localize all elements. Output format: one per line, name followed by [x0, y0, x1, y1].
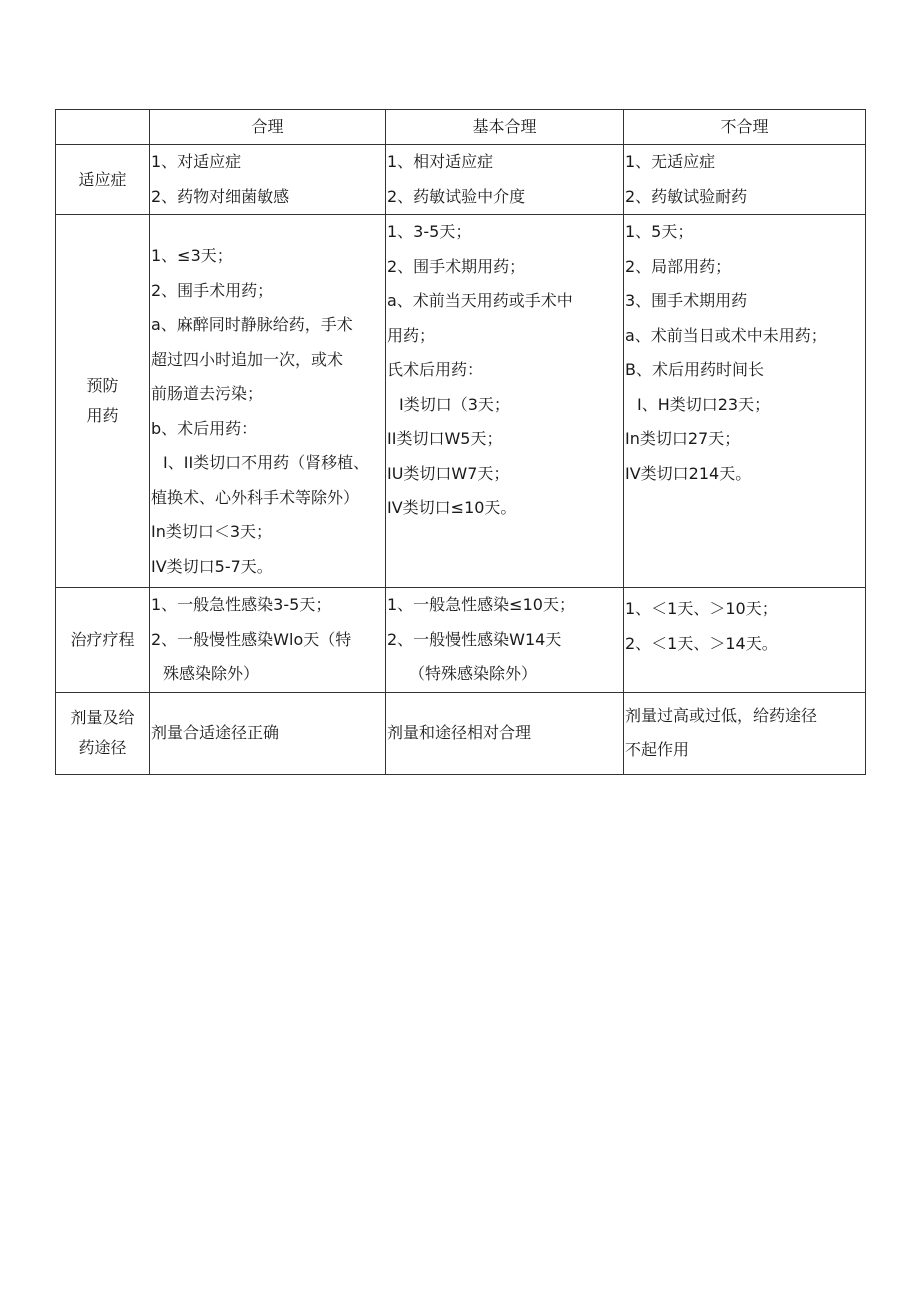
indication-reasonable-line-1: 1、对适应症 [151, 152, 242, 171]
row-label-prevention [56, 215, 150, 588]
prevention-reasonable-line-9: In类切口＜3天； [151, 522, 273, 541]
prevention-unreasonable-line-8: IV类切口214天。 [625, 463, 752, 483]
dosage-reasonable-cell: 剂量合适途径正确 [150, 692, 386, 774]
prevention-reasonable-line-2: 2、围手术用药； [151, 280, 274, 300]
treatment-unreasonable-line-1: 1、＜1天、＞10天； [625, 599, 778, 618]
row-label-dosage-line-1: 剂量及给 [70, 708, 135, 727]
prevention-reasonable-line-3: a、麻醉同时静脉给药，手术 [151, 315, 353, 334]
prevention-unreasonable-line-5: B、术后用药时间长 [625, 360, 764, 379]
prevention-basic-cell [386, 215, 624, 588]
indication-basic-line-2: 2、药敏试验中介度 [387, 186, 526, 206]
prevention-basic-line-1: 1、3-5天； [387, 222, 472, 241]
row-label-indication: 适应症 [56, 145, 150, 215]
antibiotic-evaluation-table [55, 109, 866, 775]
row-label-prevention-text: 预防用药 [86, 376, 119, 425]
prevention-unreasonable-line-6: I、H类切口23天； [637, 394, 771, 414]
indication-unreasonable-line-1: 1、无适应症 [625, 152, 716, 171]
prevention-unreasonable-line-1: 1、5天； [625, 222, 694, 241]
prevention-row [56, 215, 866, 588]
indication-reasonable-cell [150, 145, 386, 215]
prevention-unreasonable-line-4: a、术前当日或术中未用药； [625, 325, 827, 345]
indication-basic-line-1: 1、相对适应症 [387, 152, 494, 171]
prevention-reasonable-line-5: 前肠道去污染； [151, 384, 264, 403]
header-row [56, 110, 866, 145]
prevention-unreasonable-cell [624, 215, 866, 588]
prevention-unreasonable-line-7: In类切口27天； [625, 429, 741, 448]
treatment-basic-cell [386, 588, 624, 693]
prevention-basic-line-3: a、术前当天用药或手术中 [387, 291, 573, 310]
indication-row [56, 145, 866, 215]
column-header-reasonable: 合理 [150, 110, 386, 145]
dosage-unreasonable-line-1: 剂量过高或过低，给药途径 [625, 706, 818, 725]
prevention-basic-line-2: 2、围手术期用药； [387, 256, 526, 276]
treatment-reasonable-line-2: 2、一般慢性感染Wlo天（特 [151, 629, 352, 649]
treatment-basic-line-1: 1、一般急性感染≤10天； [387, 595, 575, 614]
row-label-dosage-line-2: 药途径 [78, 738, 127, 757]
prevention-reasonable-line-4: 超过四小时追加一次，或术 [151, 349, 344, 369]
prevention-basic-line-4: 用药； [387, 325, 436, 345]
treatment-unreasonable-cell [624, 588, 866, 693]
treatment-reasonable-line-3: 殊感染除外） [163, 664, 260, 683]
prevention-basic-line-7: II类切口W5天； [387, 429, 503, 448]
treatment-unreasonable-line-2: 2、＜1天、＞14天。 [625, 633, 778, 653]
prevention-basic-line-9: IV类切口≤10天。 [387, 498, 517, 517]
prevention-reasonable-line-10: IV类切口5-7天。 [151, 556, 273, 576]
column-header-unreasonable: 不合理 [624, 110, 866, 145]
prevention-basic-line-8: IU类切口W7天； [387, 463, 510, 483]
prevention-unreasonable-line-3: 3、围手术期用药 [625, 291, 748, 310]
treatment-row [56, 588, 866, 693]
prevention-reasonable-line-6: b、术后用药： [151, 418, 258, 438]
prevention-basic-line-5: 氏术后用药： [387, 360, 484, 379]
indication-reasonable-line-2: 2、药物对细菌敏感 [151, 186, 290, 206]
prevention-reasonable-line-7: I、II类切口不用药（肾移植、 [163, 453, 370, 472]
dosage-unreasonable-cell [624, 692, 866, 774]
indication-unreasonable-cell [624, 145, 866, 215]
prevention-reasonable-line-8: 植换术、心外科手术等除外） [151, 487, 360, 507]
prevention-unreasonable-line-2: 2、局部用药； [625, 256, 732, 276]
prevention-reasonable-line-1: 1、≤3天； [151, 246, 233, 265]
indication-unreasonable-line-2: 2、药敏试验耐药 [625, 186, 748, 206]
dosage-basic-cell: 剂量和途径相对合理 [386, 692, 624, 774]
indication-basic-cell [386, 145, 624, 215]
corner-cell [56, 110, 150, 145]
column-header-basic: 基本合理 [386, 110, 624, 145]
treatment-reasonable-cell [150, 588, 386, 693]
prevention-reasonable-cell [150, 215, 386, 588]
prevention-basic-line-6: I类切口（3天； [399, 394, 510, 414]
treatment-reasonable-line-1: 1、一般急性感染3-5天； [151, 595, 332, 614]
treatment-basic-line-2: 2、一般慢性感染W14天 [387, 629, 562, 649]
dosage-unreasonable-line-2: 不起作用 [625, 740, 690, 759]
dosage-row [56, 692, 866, 774]
treatment-basic-line-3: （特殊感染除外） [409, 664, 538, 683]
row-label-dosage [56, 692, 150, 774]
row-label-treatment: 治疗疗程 [56, 588, 150, 693]
